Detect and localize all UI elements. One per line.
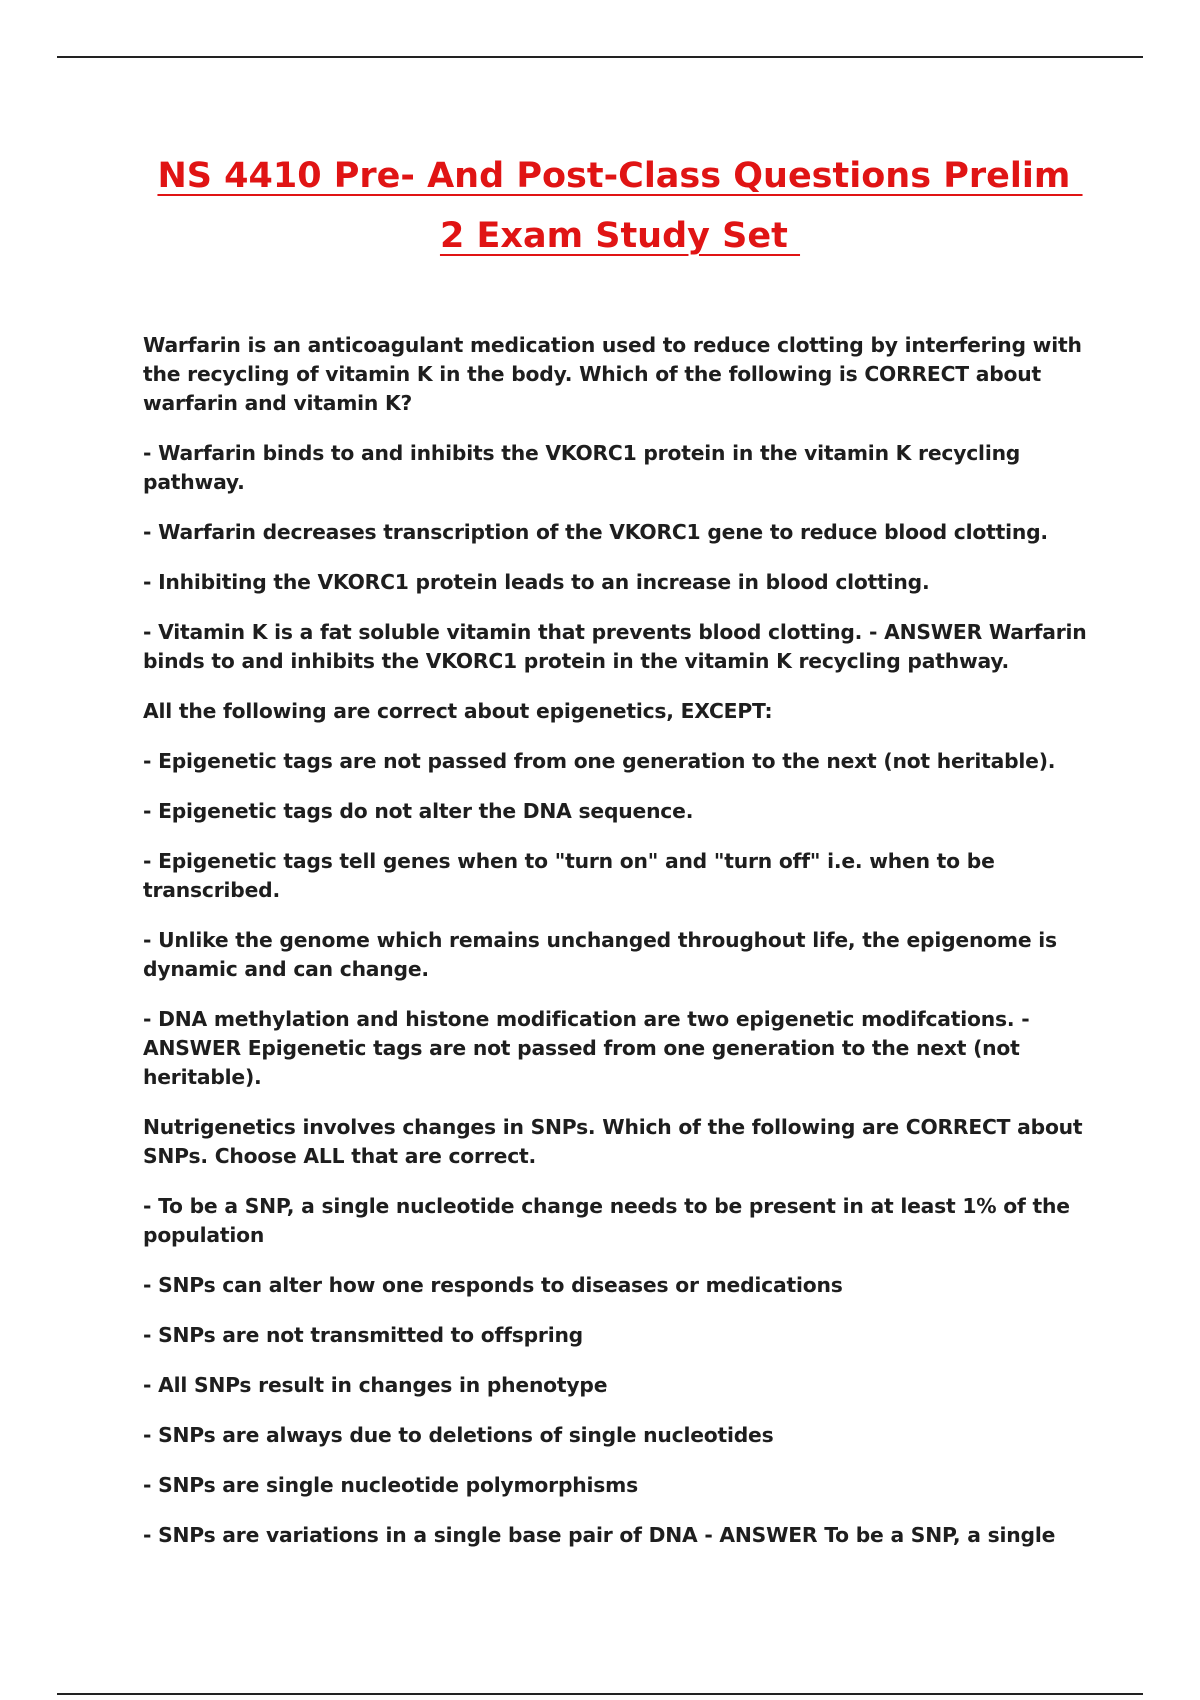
- question-3-option-with-answer: - SNPs are variations in a single base pair of DNA - ANSWER To be a SNP, a single: [143, 1523, 1056, 1547]
- question-1-option: - Warfarin decreases transcription of the VKORC1 gene to reduce blood clotting.: [143, 520, 1048, 544]
- footer-rule: [57, 1693, 1143, 1695]
- header-rule: [57, 56, 1143, 58]
- question-3-option: - SNPs are single nucleotide polymorphisms: [143, 1473, 638, 1497]
- document-title: [140, 146, 1100, 266]
- question-2-option: - Epigenetic tags are not passed from one generation to the next (not heritable).: [143, 749, 1056, 773]
- title-line-2: 2 Exam Study Set: [439, 216, 801, 256]
- question-2-option: - Unlike the genome which remains unchanged throughout life, the epigenome is dynamic and can change.: [143, 928, 1057, 981]
- question-3-option: - SNPs are always due to deletions of single nucleotides: [143, 1423, 774, 1447]
- question-1-stem: Warfarin is an anticoagulant medication used to reduce clotting by interfering with the recycling of vitamin K in the body. Which of the following is CORRECT about warfarin and vitamin K?: [143, 333, 1082, 415]
- question-3-option: - To be a SNP, a single nucleotide change needs to be present in at least 1% of the population: [143, 1194, 1070, 1247]
- question-1-option: - Warfarin binds to and inhibits the VKORC1 protein in the vitamin K recycling pathway.: [143, 441, 1021, 494]
- question-3-option: - All SNPs result in changes in phenotype: [143, 1373, 608, 1397]
- document-body: [143, 331, 1088, 1571]
- title-line-1: NS 4410 Pre- And Post-Class Questions Prelim: [157, 156, 1083, 196]
- question-2-option: - Epigenetic tags tell genes when to "turn on" and "turn off" i.e. when to be transcribed.: [143, 849, 995, 902]
- question-3-option: - SNPs can alter how one responds to diseases or medications: [143, 1273, 843, 1297]
- question-3-stem: Nutrigenetics involves changes in SNPs. Which of the following are CORRECT about SNPs. Choose ALL that are correct.: [143, 1115, 1083, 1168]
- question-1-option-with-answer: - Vitamin K is a fat soluble vitamin that prevents blood clotting. - ANSWER Warfarin binds to and inhibits the VKORC1 protein in the vitamin K recycling pathway.: [143, 620, 1087, 673]
- question-2-option-with-answer: - DNA methylation and histone modification are two epigenetic modifcations. - ANSWER Epigenetic tags are not passed from one generation to the next (not heritable).: [143, 1007, 1030, 1089]
- question-2-stem: All the following are correct about epigenetics, EXCEPT:: [143, 699, 773, 723]
- question-1-option: - Inhibiting the VKORC1 protein leads to an increase in blood clotting.: [143, 570, 930, 594]
- question-2-option: - Epigenetic tags do not alter the DNA sequence.: [143, 799, 694, 823]
- question-3-option: - SNPs are not transmitted to offspring: [143, 1323, 584, 1347]
